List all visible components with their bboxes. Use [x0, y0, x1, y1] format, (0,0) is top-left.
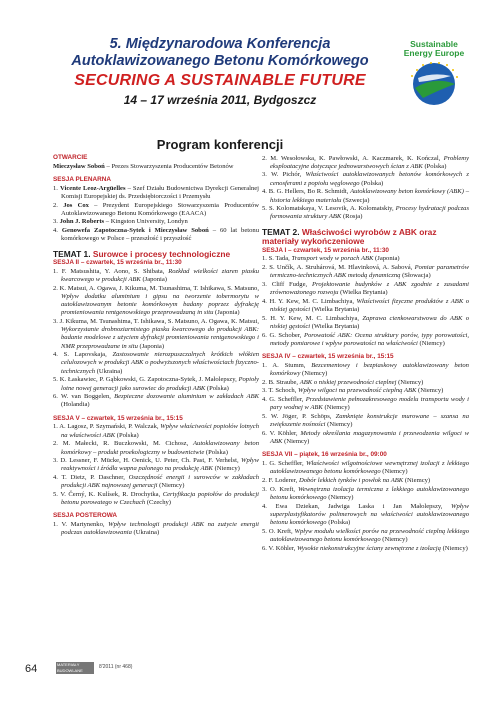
item-country: (Polska): [205, 384, 229, 392]
item-authors: O. Kreft,: [269, 485, 299, 493]
item-number: 4.: [53, 474, 62, 482]
item-authors: A. Lagosz, P. Szymański, P. Walczak,: [59, 423, 161, 431]
item-title: Bezpieczne dozowanie aluminium w zakładach ABK: [114, 393, 259, 401]
item-title: Wpływ superplastyfikatorów polimerowych na właściwości autoklawizowanego betonu komórkowego: [270, 502, 469, 526]
item-authors: S. Tada,: [268, 255, 292, 263]
item-title: Metody określania magazynowania i przewodzenia wilgoci w ABK: [270, 429, 469, 446]
item-authors: G. Schober,: [269, 331, 304, 339]
item-authors: S. Kolomatskaya, V. Lesovik, A. Kolomatskiy,: [268, 205, 396, 213]
program-item: [53, 285, 259, 318]
program-item: [262, 264, 469, 280]
item-country: (Polska): [359, 179, 384, 187]
item-number: 2.: [53, 284, 60, 292]
item-number: 3.: [262, 387, 269, 395]
program-item: [53, 521, 259, 537]
item-number: 1.: [262, 460, 270, 467]
item-authors: B. Straube,: [268, 378, 300, 386]
speaker-name: Vicente Leoz-Argüelles: [60, 184, 126, 192]
item-authors: F. Loderer,: [268, 476, 299, 484]
program-title: Program konferencji: [156, 137, 284, 152]
speaker-role: – Kingston University, Londyn: [104, 218, 188, 226]
publisher-logo: MATERIAŁY BUDOWLANE: [56, 662, 94, 674]
item-country: (Ukraina): [131, 529, 160, 537]
theme-1-title: Surowce i procesy technologiczne: [92, 248, 231, 259]
item-number: 6.: [262, 544, 269, 552]
item-number: 5.: [262, 527, 269, 535]
item-authors: W. van Boggelen,: [60, 393, 115, 401]
speaker-role: – Prezes Stowarzyszenia Producentów Betonów: [104, 162, 234, 170]
item-country: (Polska): [326, 518, 351, 526]
item-number: 3.: [53, 457, 61, 465]
item-country: (Niemcy): [417, 339, 445, 347]
item-title: Pomiar parametrów termiczno-technicznych ABK metodą dynamiczną: [270, 264, 470, 280]
item-country: (Polska): [204, 448, 228, 456]
logo-globe-icon: [393, 58, 475, 108]
item-number: 5.: [262, 205, 269, 213]
item-number: 2.: [262, 476, 269, 484]
item-title: ABK o niskiej przewodności cieplnej: [299, 378, 397, 386]
program-item: [262, 379, 469, 387]
program-item: [53, 440, 259, 456]
item-country: (Japonia): [140, 275, 167, 283]
section-title-plenarna: SESJA PLENARNA: [53, 175, 111, 183]
item-country: (Słowacja): [400, 272, 431, 280]
item-country: (Niemcy): [416, 387, 444, 395]
item-title: Oszczędność energii i surowców w zakładach produkcji ABK najnowszej generacji: [61, 474, 259, 490]
item-title: Projektowanie budynków z ABK zgodnie z zasadami zrównoważonego rozwoju: [270, 280, 469, 297]
item-number: 4.: [53, 351, 64, 359]
item-title: Dobór lekkich tynków i powłok na ABK: [298, 476, 404, 484]
item-authors: T. Dietz, P. Daschner,: [61, 474, 129, 482]
item-country: (Niemcy): [212, 465, 240, 473]
item-authors: V. Köhler,: [269, 429, 301, 437]
item-number: 2.: [262, 378, 269, 386]
item-title: Autoklawizowany beton komórkowy – produkt proekologiczny w budownictwie: [61, 440, 259, 456]
item-authors: W. Pichór,: [271, 171, 306, 179]
program-item: [262, 387, 469, 395]
item-country: (Niemcy): [325, 421, 353, 429]
item-number: 3.: [53, 218, 60, 226]
program-item: [262, 362, 469, 378]
conference-slogan: SECURING A SUSTAINABLE FUTURE: [74, 72, 366, 89]
logo-line2: Energy Europe: [403, 48, 465, 58]
section-title-sesja-1: SESJA I – czwartek, 15 września br., 11:30: [262, 246, 389, 254]
item-number: 3.: [262, 171, 272, 179]
sustainable-energy-europe-logo: [393, 40, 475, 110]
item-country: (Szwecja): [341, 196, 370, 204]
item-number: 4.: [262, 502, 276, 510]
item-country: (Niemcy): [157, 482, 185, 490]
item-number: 1.: [262, 255, 269, 263]
left-column: [53, 154, 259, 538]
item-authors: J. Kikuma, M. Tsunashima, T. Ishikawa, S. Matsuno, A. Ogawa, K. Matsui,: [59, 317, 259, 325]
item-country: (Niemcy): [403, 476, 431, 484]
item-country: (Ukraina): [95, 367, 123, 375]
item-title: Właściwości autoklawizowanych betonów komórkowych z cenosferami z popiołu węglowego: [270, 171, 469, 187]
program-item: [262, 255, 469, 263]
speaker-role: – 60 lat betonu komórkowego w Polsce – przeszłość i przyszłość: [61, 227, 259, 243]
program-item: [262, 477, 469, 485]
sesja-5-list: [53, 423, 259, 507]
item-country: (Niemcy): [396, 378, 424, 386]
item-number: 5.: [53, 491, 61, 499]
program-item: [262, 528, 469, 544]
item-authors: W. Jöger, P. Schöps,: [270, 412, 336, 420]
item-number: 2.: [262, 154, 271, 162]
program-item: [262, 332, 469, 348]
program-item: [53, 491, 259, 507]
sesja-4-list: [262, 362, 469, 447]
item-title: Certyfikacja popiołów do produkcji betonu porowatego w Czechach: [61, 491, 259, 507]
item-title: Wpływ wilgoci na przewodność cieplną ABK: [298, 387, 417, 395]
plenary-item: [53, 227, 259, 243]
right-column: [262, 154, 469, 553]
item-number: 4.: [53, 227, 62, 235]
program-item: [262, 503, 469, 528]
item-authors: V. Köhler,: [268, 544, 298, 552]
program-item: [262, 413, 469, 429]
program-item: [53, 474, 259, 490]
section-title-sesja-7: SESJA VII – piątek, 16 września br., 09:00: [262, 451, 387, 459]
item-number: 1.: [53, 184, 60, 192]
item-number: 3.: [262, 485, 270, 493]
program-item: [53, 423, 259, 439]
item-country: (Japonia): [137, 342, 165, 350]
item-number: 1.: [53, 521, 62, 529]
page-number: 64: [25, 663, 38, 675]
item-number: 2.: [262, 264, 270, 272]
section-title-sesja-4: SESJA IV – czwartek, 15 września br., 15:15: [262, 353, 394, 361]
program-item: [262, 545, 469, 553]
item-number: 5.: [262, 412, 271, 420]
item-title: Zaprawa cienkowarstwowa do ABK o niskiej gęstości: [270, 314, 469, 330]
item-country: (Niemcy): [322, 404, 350, 412]
program-item: [262, 171, 469, 187]
item-number: 3.: [53, 317, 60, 325]
conference-title-line1: 5. Międzynarodowa Konferencja: [109, 36, 331, 52]
item-title: Transport wody w porach ABK: [291, 255, 374, 263]
conference-header: [55, 36, 385, 108]
item-country: (Wielka Brytania): [338, 289, 388, 297]
otwarcie-entry: [53, 163, 259, 171]
sesja-7-list: [262, 460, 469, 553]
item-title: Wpływ modułu wielkości porów na przewodność cieplną lekkiego autoklawizowanego betonu komórkowego: [270, 527, 470, 543]
item-country: (Wielka Brytania): [310, 322, 360, 330]
item-authors: M. Wesołowska, K. Pawłowski, A. Kaczmarek, K. Kończal,: [270, 154, 444, 162]
item-country: (Rosja): [341, 213, 363, 221]
section-title-posterowa: SESJA POSTEROWA: [53, 512, 118, 520]
item-title: Przedstawienie pełnozakresowego modelu transportu wody i pary wodnej w ABK: [270, 396, 469, 412]
item-title: Porowatość ABK: Ocena struktury porów, typy porowatości, metody pomiarowe i wpływ porowatości na właściwości: [270, 331, 470, 347]
item-title: Popioły lotne nowej generacji jako surowiec do produkcji ABK: [61, 376, 259, 392]
item-number: 1.: [262, 361, 273, 369]
speaker-role: – Prezydent Europejskiego Stowarzyszenia Producentów Autoklawizowanego Betonu Komórkowego (EAACA): [61, 201, 260, 217]
item-authors: F. Matsushita, Y. Aono, S. Shibata,: [61, 267, 169, 275]
speaker-name: John J. Roberts: [59, 218, 105, 226]
program-item: [53, 268, 259, 284]
program-item: [262, 396, 469, 412]
item-country: (Holandia): [61, 401, 90, 409]
item-country: (Niemcy): [282, 438, 310, 446]
program-item: [262, 486, 469, 502]
item-country: (Niemcy): [300, 369, 328, 377]
item-country: (Niemcy): [380, 535, 408, 543]
section-title-sesja-2: SESJA II – czwartek, 15 września br., 11:30: [53, 259, 182, 267]
issue-number: 8'2011 (nr 468): [99, 664, 133, 670]
item-number: 1.: [53, 267, 62, 275]
program-item: [262, 205, 469, 221]
item-country: (Niemcy): [380, 468, 408, 476]
program-item: [262, 430, 469, 446]
item-number: 6.: [262, 331, 270, 339]
item-authors: H. Y. Kew, M. C. Limbachiya,: [270, 314, 363, 322]
sesja-1-list: [262, 255, 469, 348]
plenary-item: [53, 185, 259, 201]
speaker-name: Genowefa Zapotoczna-Sytek i Mieczysław Soboń: [61, 227, 209, 235]
item-number: 2.: [53, 201, 64, 209]
item-country: (Japonia): [213, 309, 240, 317]
program-item: [262, 298, 469, 314]
item-country: (Niemcy): [440, 544, 468, 552]
theme-1-heading: [53, 250, 259, 260]
posterowa-list: [53, 521, 259, 537]
section-title-otwarcie: OTWARCIE: [53, 154, 88, 161]
conference-dates: 14 – 17 września 2011, Bydgoszcz: [123, 93, 317, 107]
posterowa-continued-list: [262, 155, 469, 222]
speaker-role: – Szef Działu Budownictwa Dyrekcji Generalnej Komisji Europejskiej ds. Przedsiębiorczości i Przemysłu: [61, 184, 260, 200]
item-title: Wpływ technologii produkcji ABK na zużycie energii podczas autoklawizowania: [61, 521, 259, 537]
item-number: 4.: [262, 297, 270, 305]
item-number: 1.: [53, 423, 60, 431]
plenarna-list: [53, 185, 259, 244]
item-title: Problemy eksploatacyjne dotyczące jednowarstwowych ścian z ABK: [270, 154, 469, 170]
item-title: Wpływ właściwości popiołów lotnych na właściwości ABK: [61, 423, 260, 439]
item-country: (Wielka Brytania): [310, 306, 360, 314]
theme-2-title: Właściwości wyrobów z ABK oraz materiały wykończeniowe: [262, 226, 437, 247]
item-country: (Czechy): [145, 499, 171, 507]
item-authors: G. Scheffler,: [269, 396, 306, 404]
program-item: [53, 457, 259, 473]
item-title: Wpływ reaktywności i źródła wapna palonego na produkcję ABK: [61, 457, 259, 473]
item-authors: T. Schoch,: [268, 387, 299, 395]
item-title: Autoklawizowany beton komórkowy (ABK) – historia lekkiego materiału: [270, 188, 469, 204]
item-title: Właściwości wilgotnościowe wewnętrznej izolacji z lekkiego autoklawizowanego betonu komórkowego: [270, 460, 469, 476]
theme-1-prefix: TEMAT 1.: [53, 248, 93, 259]
item-title: Zastosowanie nierozpuszczalnych krótkich włókien celulozowych w produkcji ABK o podwyższonych właściwościach fizyczno-technicznych: [61, 351, 259, 375]
conference-title-line2: Autoklawizowanego Betonu Komórkowego: [71, 53, 369, 69]
theme-2-heading: [262, 228, 469, 247]
program-item: [53, 393, 259, 409]
speaker-name: Mieczysław Soboń: [53, 162, 105, 170]
item-title: Wewnętrzna izolacja termiczna z lekkiego autoklawizowanego betonu komórkowego: [270, 485, 469, 501]
item-country: (Niemcy): [326, 493, 354, 501]
item-country: (Polska): [422, 162, 447, 170]
item-title: Bezcementowy i bezpiaskowy autoklawizowany beton komórkowy: [270, 361, 469, 377]
item-authors: D. Lessner, F. Mücke, H. Oenick, U. Peter, Ch. Past, F. Verhelst,: [60, 457, 242, 465]
item-number: 5.: [53, 376, 60, 384]
item-authors: B. G. Hellers, Bo R. Schmidt,: [268, 188, 351, 196]
speaker-name: Jos Cox: [63, 201, 89, 209]
theme-2-prefix: TEMAT 2.: [262, 226, 302, 237]
item-authors: Cliff Fudge,: [271, 280, 312, 288]
program-item: [262, 155, 469, 171]
item-authors: O. Kreft,: [268, 527, 295, 535]
item-country: (Polska): [115, 431, 139, 439]
item-title: Zamknięte konstrukcje murowane – szansa na zwiększenie nośności: [270, 412, 469, 429]
item-authors: S. Lapovskaja,: [63, 351, 113, 359]
program-item: [262, 281, 469, 297]
item-title: Rozkład wielkości ziaren piasku kwarcowego w produkcji ABK: [61, 267, 259, 283]
item-authors: Ewa Dziekan, Jadwiga Laska i Jan Małolepszy,: [275, 502, 452, 510]
item-authors: A. Stumm,: [272, 361, 312, 369]
item-authors: K. Matsui, A. Ogawa, J. Kikuma, M. Tsunashima, T. Ishikawa, S. Matsuno,: [59, 284, 259, 292]
item-authors: S. Unčík, A. Struhárová, M. Hlavinková, A. Sabová,: [269, 264, 415, 272]
item-number: 4.: [262, 188, 269, 196]
plenary-item: [53, 202, 259, 218]
item-number: 3.: [262, 280, 272, 288]
item-authors: K. Łaskawiec, P. Gąbkowski, G. Zapotoczna-Sytek, J. Małolepszy,: [59, 376, 239, 384]
program-item: [262, 315, 469, 331]
item-authors: G. Scheffler,: [269, 460, 307, 467]
item-title: Wysokie niekonstrukcyjne ściany zewnętrzne z izolacją: [297, 544, 441, 552]
logo-line1: Sustainable: [410, 39, 458, 49]
item-authors: V. Černý, K. Kulísek, R. Drochytka,: [60, 491, 163, 499]
item-number: 6.: [262, 429, 270, 437]
program-item: [262, 188, 469, 204]
item-authors: V. Martynenko,: [61, 521, 109, 529]
program-item: [53, 351, 259, 376]
item-number: 2.: [53, 440, 63, 448]
item-title: Wpływ dodatku aluminium i gipsu na tworzenie tobermorytu w autoklawizowanym betonie komórkowym badany poprzez dyfrakcję promieniowania rentgenowskiego przeprowadzaną in situ: [61, 292, 259, 317]
program-item: [53, 376, 259, 392]
item-number: 4.: [262, 396, 270, 404]
sesja-2-list: [53, 268, 259, 410]
item-country: (Japonia): [373, 255, 400, 263]
plenary-item: [53, 218, 259, 226]
item-number: 6.: [53, 393, 61, 401]
section-title-sesja-5: SESJA V – czwartek, 15 września br., 15:15: [53, 414, 183, 422]
item-authors: H. Y. Kew, M. C. Limbachiya,: [269, 297, 357, 305]
item-title: Właściwości fizyczne produktów z ABK o niskiej gęstości: [270, 297, 470, 314]
program-item: [53, 318, 259, 351]
item-number: 5.: [262, 314, 271, 322]
item-authors: M. Małecki, R. Buczkowski, M. Cichosz,: [62, 440, 194, 448]
item-title: Wykorzystanie drobnoziarnistego piasku kwarcowego do produkcji ABK: badanie modelowe z użyciem dyfrakcji promieniowania rentgenowskiego i NMR przeprowadzane in situ: [61, 326, 259, 350]
program-item: [262, 460, 469, 476]
item-title: Procesy hydratacji podczas formowania struktury ABK: [270, 205, 470, 221]
